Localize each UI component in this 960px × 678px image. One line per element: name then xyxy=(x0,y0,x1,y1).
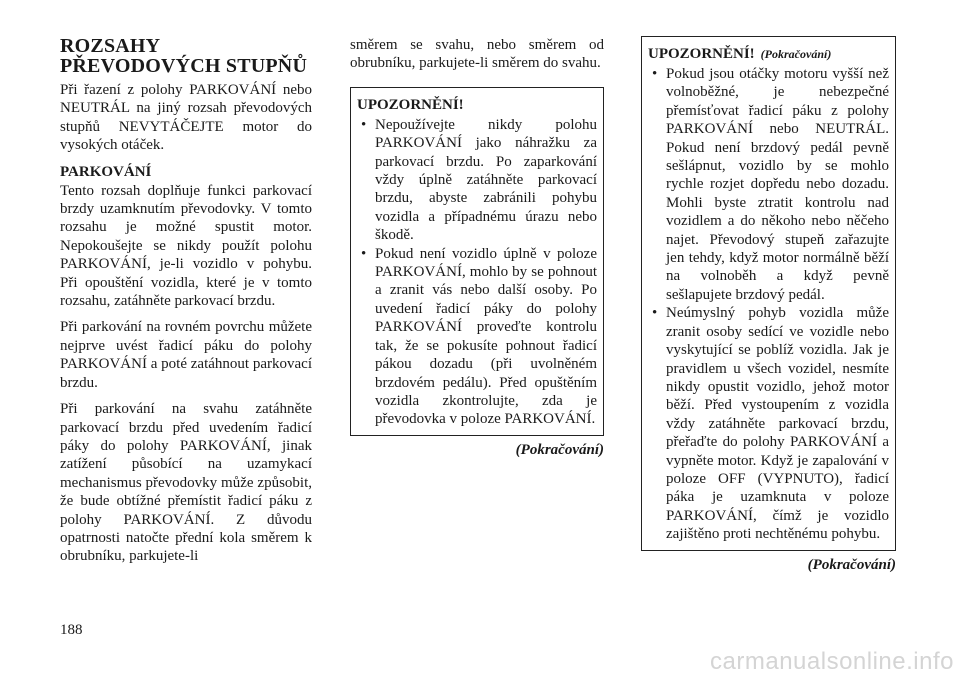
subheading-parking: PARKOVÁNÍ xyxy=(60,163,152,180)
continued-label: (Pokračování) xyxy=(515,441,604,458)
continued-paragraph: směrem se svahu, nebo směrem od obrubníku, parkujete-li směrem do svahu. xyxy=(350,37,604,72)
warning-item-text: Pokud jsou otáčky motoru vyšší než volnoběžné, je nebezpečné přemísťovat řadicí páku z polohy PARKOVÁNÍ nebo NEUTRÁL. Pokud není brzdový pedál pevně sešlápnut, vozidlo by se mohlo rychle rozjet dopředu nebo dozadu. Mohli byste ztratit kontrolu nad vozidlem a do někoho nebo něčeho najet. Převodový stupeň zařazujte jen tehdy, když motor normálně běží na volnoběh a když pevně sešlapujete brzdový pedál. xyxy=(666,66,889,303)
warning-item xyxy=(357,116,597,245)
warning-title-text: UPOZORNĚNÍ! xyxy=(648,46,755,62)
warning-title: UPOZORNĚNÍ! xyxy=(357,96,464,113)
parking-paragraph-1: Tento rozsah doplňuje funkci parkovací brzdy uzamknutím převodovky. V tomto rozsahu je možné spustit motor. Nepokoušejte se nikdy použít polohu PARKOVÁNÍ, je-li vozidlo v pohybu. Při opouštění vozidla, které je v tomto rozsahu, zatáhněte parkovací brzdu. xyxy=(60,182,312,310)
warning-list xyxy=(357,116,597,429)
watermark: carmanualsonline.info xyxy=(710,648,954,675)
right-column xyxy=(641,36,896,574)
bullet-icon: • xyxy=(361,245,367,262)
left-column xyxy=(60,36,312,574)
bullet-icon: • xyxy=(361,116,367,133)
warning-title xyxy=(648,45,889,63)
parking-paragraph-3: Při parkování na svahu zatáhněte parkovací brzdu před uvedením řadicí páky do polohy PARKOVÁNÍ, jinak zatížení působící na uzamykací mechanismus převodovky může způsobit, že bude obtížné přemístit řadicí páku z polohy PARKOVÁNÍ. Z důvodu opatrnosti natočte přední kola směrem k obrubníku, parkujete-li xyxy=(60,401,312,565)
warning-title-continued: (Pokračování) xyxy=(760,47,832,61)
bullet-icon: • xyxy=(652,305,658,322)
warning-box xyxy=(350,87,604,436)
warning-list xyxy=(648,65,889,544)
parking-paragraph-2: Při parkování na rovném povrchu můžete nejprve uvést řadicí páku do polohy PARKOVÁNÍ a poté zatáhnout parkovací brzdu. xyxy=(60,319,312,391)
section-heading: ROZSAHY PŘEVODOVÝCH STUPŇŮ xyxy=(60,35,308,77)
continued-label: (Pokračování) xyxy=(807,556,896,573)
warning-item xyxy=(648,304,889,543)
middle-column xyxy=(350,36,604,459)
warning-item xyxy=(648,65,889,304)
warning-box-continued xyxy=(641,36,896,551)
warning-item-text: Nepoužívejte nikdy polohu PARKOVÁNÍ jako náhražku za parkovací brzdu. Po zaparkování vždy úplně zatáhněte parkovací brzdu, abyste zabránili pohybu vozidla a případnému úrazu nebo škodě. xyxy=(375,116,597,244)
intro-paragraph: Při řazení z polohy PARKOVÁNÍ nebo NEUTRÁL na jiný rozsah převodových stupňů NEVYTÁČEJTE motor do vysokých otáček. xyxy=(60,82,312,154)
page-number: 188 xyxy=(60,622,83,638)
warning-item xyxy=(357,245,597,429)
warning-item-text: Neúmyslný pohyb vozidla může zranit osoby sedící ve vozidle nebo vyskytující se poblíž vozidla. Jak je pravidlem u všech vozidel, nesmíte nikdy opustit vozidlo, jehož motor běží. Před vystoupením z vozidla vždy zatáhněte parkovací brzdu, přeřaďte do polohy PARKOVÁNÍ a vypněte motor. Když je zapalování v poloze OFF (VYPNUTO), řadicí páka je uzamknuta v poloze PARKOVÁNÍ, čímž je vozidlo zajištěno proti nechtěnému pohybu. xyxy=(666,305,889,543)
warning-item-text: Pokud není vozidlo úplně v poloze PARKOVÁNÍ, mohlo by se pohnout a zranit vás nebo další osoby. Po uvedení řadicí páky do polohy PARKOVÁNÍ proveďte kontrolu tak, že se pokusíte pohnout řadicí pákou dozadu (při uvolněném brzdovém pedálu). Před opuštěním vozidla zkontrolujte, zda je převodovka v poloze PARKOVÁNÍ. xyxy=(375,245,597,428)
bullet-icon: • xyxy=(652,66,658,82)
